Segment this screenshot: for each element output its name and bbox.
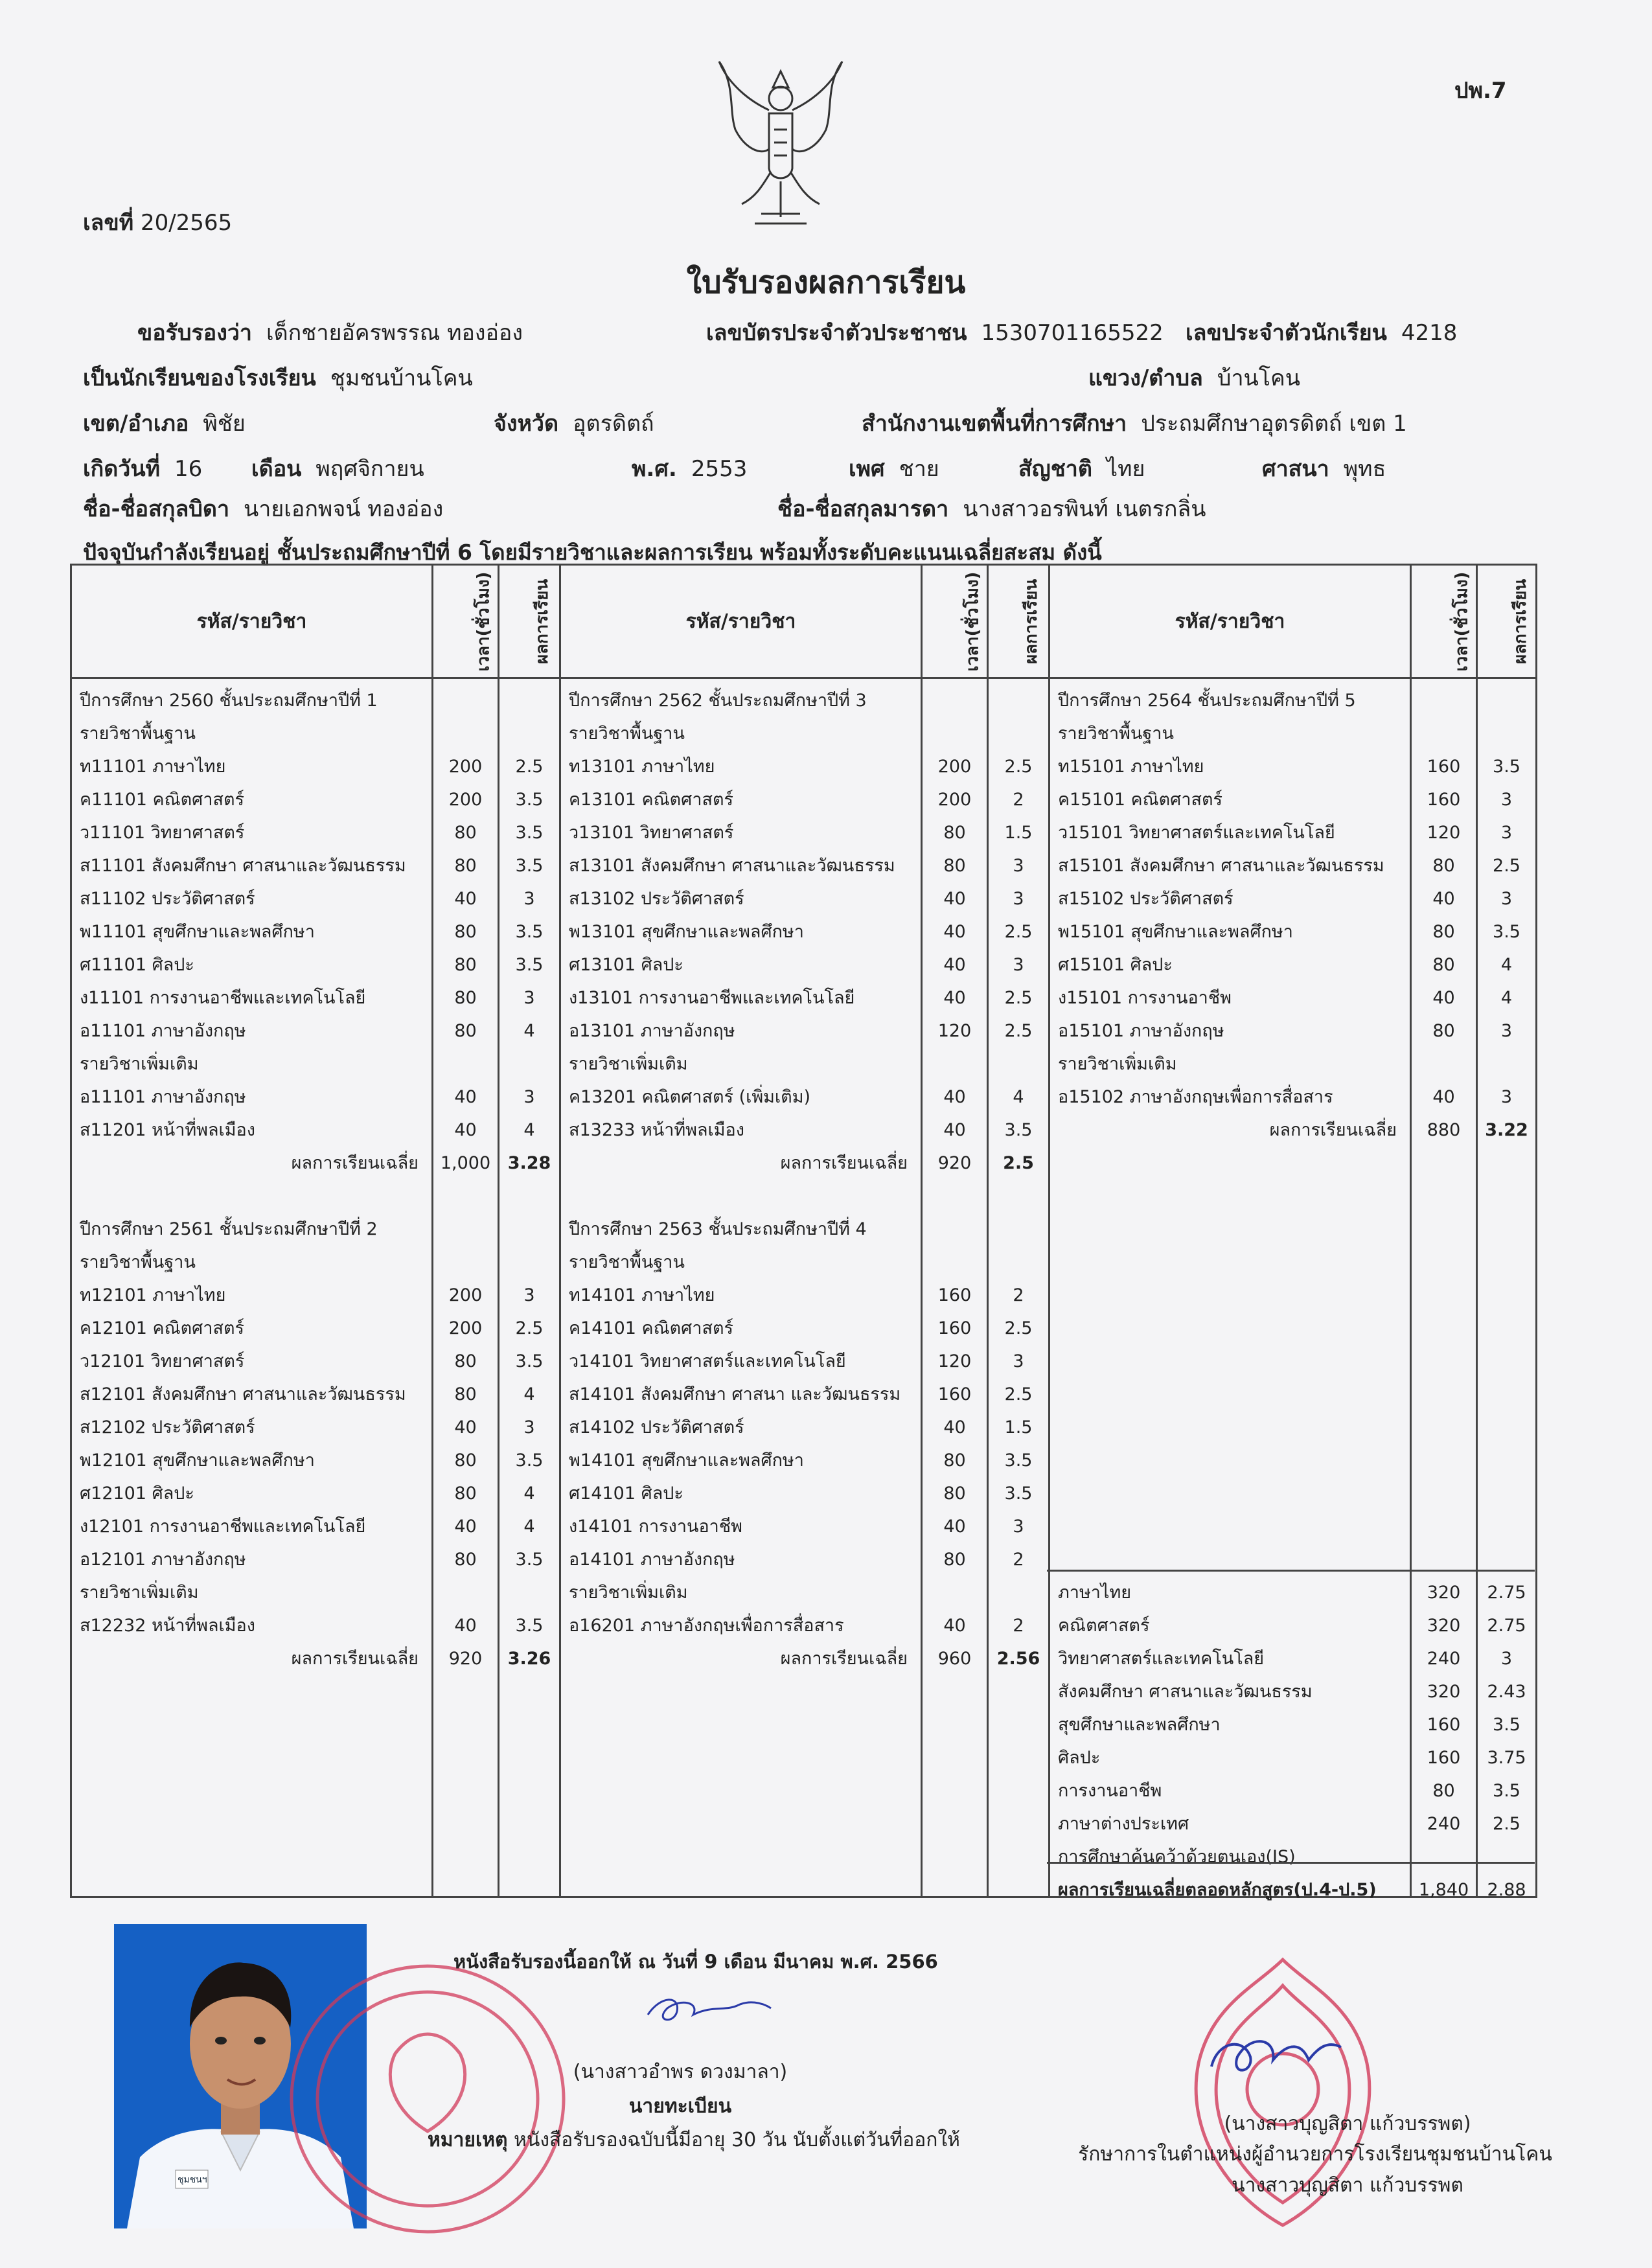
- subject-hours: 200: [448, 1318, 483, 1338]
- subject-hours: 200: [448, 1285, 483, 1305]
- subject-hours: 200: [937, 757, 972, 777]
- overall-average-hours: 1,840: [1418, 1880, 1469, 1900]
- subject-name: พ14101 สุขศึกษาและพลศึกษา: [569, 1450, 804, 1471]
- subject-name: ว14101 วิทยาศาสตร์และเทคโนโลยี: [569, 1351, 846, 1371]
- subject-grade: 3.5: [515, 823, 544, 843]
- subject-grade: 3: [1013, 1517, 1024, 1537]
- year-average-label: ผลการเรียนเฉลี่ย: [1269, 1120, 1397, 1140]
- subject-grade: 3.5: [1004, 1483, 1033, 1504]
- subject-grade: 2: [1013, 1616, 1024, 1636]
- subject-hours: 80: [943, 1550, 966, 1570]
- subject-hours: 160: [1427, 757, 1461, 777]
- subject-hours: 80: [454, 1450, 477, 1471]
- header-hours: เวลา(ชั่วโมง): [922, 565, 988, 678]
- subject-hours: 80: [454, 1021, 477, 1041]
- subject-name: ศ12101 ศิลปะ: [80, 1483, 194, 1504]
- district-row: เขต/อำเภอ พิชัย: [83, 411, 246, 437]
- subject-name: อ15101 ภาษาอังกฤษ: [1058, 1021, 1224, 1041]
- year-average-hours: 960: [937, 1649, 972, 1669]
- summary-subject: การศึกษาค้นคว้าด้วยตนเอง(IS): [1058, 1847, 1296, 1867]
- subject-name: ส11101 สังคมศึกษา ศาสนาและวัฒนธรรม: [80, 856, 406, 876]
- basic-subjects-label: รายวิชาพื้นฐาน: [80, 724, 196, 744]
- document-number: เลขที่ 20/2565: [83, 210, 233, 236]
- header-grade: ผลการเรียน: [988, 565, 1050, 678]
- column-1-grades: [499, 678, 560, 1897]
- year-average-grade: 3.22: [1485, 1120, 1528, 1140]
- subject-grade: 2.5: [1004, 1318, 1033, 1338]
- header-subject: รหัส/รายวิชา: [1050, 565, 1411, 678]
- header-grade: ผลการเรียน: [1477, 565, 1537, 678]
- subject-name: ส12102 ประวัติศาสตร์: [80, 1417, 255, 1438]
- subject-hours: 120: [1427, 823, 1461, 843]
- summary-hours: 160: [1427, 1715, 1461, 1735]
- summary-subject: วิทยาศาสตร์และเทคโนโลยี: [1058, 1649, 1265, 1669]
- subject-grade: 2: [1013, 1550, 1024, 1570]
- subject-hours: 40: [454, 1120, 477, 1140]
- subject-grade: 4: [523, 1120, 535, 1140]
- subject-name: ง11101 การงานอาชีพและเทคโนโลยี: [80, 988, 366, 1008]
- subject-hours: 40: [454, 889, 477, 909]
- subject-name: อ13101 ภาษาอังกฤษ: [569, 1021, 735, 1041]
- summary-hours: 320: [1427, 1616, 1461, 1636]
- director-seal-stamp-icon: [1147, 1947, 1419, 2251]
- summary-grade: 3.5: [1493, 1781, 1520, 1801]
- year-average-hours: 920: [448, 1649, 483, 1669]
- sex-row: เพศ ชาย: [849, 456, 939, 482]
- subject-hours: 40: [943, 1616, 966, 1636]
- summary-hours: 240: [1427, 1649, 1461, 1669]
- subject-grade: 4: [1500, 955, 1513, 975]
- subject-grade: 2.5: [1004, 1021, 1033, 1041]
- summary-subject: ภาษาต่างประเทศ: [1058, 1814, 1189, 1834]
- summary-hours: 320: [1427, 1583, 1461, 1603]
- summary-hours: 80: [1432, 1781, 1455, 1801]
- province-row: จังหวัด อุตรดิตถ์: [494, 411, 654, 437]
- subject-hours: 40: [943, 955, 966, 975]
- registrar-signature-icon: [641, 1989, 777, 2028]
- subject-name: ศ15101 ศิลปะ: [1058, 955, 1173, 975]
- subject-grade: 4: [1500, 988, 1513, 1008]
- subject-grade: 3: [523, 889, 535, 909]
- subject-hours: 80: [1432, 1021, 1455, 1041]
- subject-grade: 3.5: [515, 922, 544, 942]
- birth-year-row: พ.ศ. 2553: [632, 456, 748, 482]
- subject-grade: 3: [1013, 856, 1024, 876]
- birth-month-row: เดือน พฤศจิกายน: [251, 456, 424, 482]
- subject-hours: 80: [454, 1483, 477, 1504]
- subject-name: พ15101 สุขศึกษาและพลศึกษา: [1058, 922, 1293, 942]
- subject-hours: 80: [454, 1351, 477, 1371]
- year-title: ปีการศึกษา 2564 ชั้นประถมศึกษาปีที่ 5: [1058, 691, 1356, 711]
- subject-grade: 4: [1013, 1087, 1024, 1107]
- note-text: หมายเหตุ หนังสือรับรองฉบับนี้มีอายุ 30 วัน นับตั้งแต่วันที่ออกให้: [428, 2129, 960, 2151]
- subject-grade: 2.5: [515, 757, 544, 777]
- subject-name: พ13101 สุขศึกษาและพลศึกษา: [569, 922, 804, 942]
- subject-hours: 160: [1427, 790, 1461, 810]
- summary-hours: 320: [1427, 1682, 1461, 1702]
- year-title: ปีการศึกษา 2560 ชั้นประถมศึกษาปีที่ 1: [80, 691, 378, 711]
- mother-row: ชื่อ-ชื่อสกุลมารดา นางสาวอรพินท์ เนตรกลิ่น: [777, 496, 1206, 522]
- year-average-grade: 2.56: [996, 1649, 1040, 1669]
- subject-hours: 40: [943, 889, 966, 909]
- year-average-hours: 920: [937, 1153, 972, 1173]
- year-average-label: ผลการเรียนเฉลี่ย: [780, 1153, 908, 1173]
- subject-hours: 80: [454, 1384, 477, 1404]
- extra-subjects-label: รายวิชาเพิ่มเติม: [80, 1054, 199, 1074]
- subject-grade: 3: [1013, 1351, 1024, 1371]
- header-subject: รหัส/รายวิชา: [71, 565, 433, 678]
- subject-name: อ15102 ภาษาอังกฤษเพื่อการสื่อสาร: [1058, 1087, 1333, 1107]
- header-subject: รหัส/รายวิชา: [560, 565, 922, 678]
- year-average-label: ผลการเรียนเฉลี่ย: [291, 1153, 419, 1173]
- subject-hours: 80: [1432, 922, 1455, 942]
- year-average-label: ผลการเรียนเฉลี่ย: [780, 1649, 908, 1669]
- subject-hours: 200: [448, 790, 483, 810]
- column-3-grades: [1477, 678, 1537, 1900]
- subject-grade: 2.5: [1004, 757, 1033, 777]
- subject-name: ส11201 หน้าที่พลเมือง: [80, 1120, 255, 1140]
- subject-hours: 80: [454, 856, 477, 876]
- subject-name: ส12101 สังคมศึกษา ศาสนาและวัฒนธรรม: [80, 1384, 406, 1404]
- document-code: ปพ.7: [1454, 78, 1507, 104]
- year-title: ปีการศึกษา 2563 ชั้นประถมศึกษาปีที่ 4: [569, 1219, 867, 1239]
- year-average-grade: 2.5: [1003, 1153, 1034, 1173]
- subject-hours: 80: [454, 922, 477, 942]
- subject-name: ค13201 คณิตศาสตร์ (เพิ่มเติม): [569, 1087, 811, 1107]
- subject-name: ว15101 วิทยาศาสตร์และเทคโนโลยี: [1058, 823, 1335, 843]
- summary-subject: สังคมศึกษา ศาสนาและวัฒนธรรม: [1058, 1682, 1313, 1702]
- subject-hours: 80: [454, 1550, 477, 1570]
- grades-table: [70, 564, 1537, 1898]
- year-title: ปีการศึกษา 2562 ชั้นประถมศึกษาปีที่ 3: [569, 691, 867, 711]
- subject-name: ส15101 สังคมศึกษา ศาสนาและวัฒนธรรม: [1058, 856, 1384, 876]
- subject-name: ท11101 ภาษาไทย: [80, 757, 226, 777]
- subject-name: ท13101 ภาษาไทย: [569, 757, 715, 777]
- column-3-hours: [1411, 678, 1477, 1900]
- subject-name: ส15102 ประวัติศาสตร์: [1058, 889, 1233, 909]
- subject-name: อ14101 ภาษาอังกฤษ: [569, 1550, 735, 1570]
- subject-hours: 160: [937, 1384, 972, 1404]
- student-name-row: ขอรับรองว่า เด็กชายอัครพรรณ ทองอ่อง: [137, 320, 523, 346]
- subject-name: ส11102 ประวัติศาสตร์: [80, 889, 255, 909]
- subject-name: ส14102 ประวัติศาสตร์: [569, 1417, 744, 1438]
- subject-grade: 3: [1013, 955, 1024, 975]
- subject-grade: 2.5: [515, 1318, 544, 1338]
- subject-hours: 120: [937, 1351, 972, 1371]
- subject-grade: 3: [1500, 889, 1513, 909]
- subject-grade: 2.5: [1004, 1384, 1033, 1404]
- school-seal-stamp-icon: [266, 1937, 590, 2248]
- year-average-hours: 880: [1427, 1120, 1461, 1140]
- year-title: ปีการศึกษา 2561 ชั้นประถมศึกษาปีที่ 2: [80, 1219, 378, 1239]
- subject-grade: 3: [1013, 889, 1024, 909]
- subject-hours: 40: [1432, 988, 1455, 1008]
- year-average-hours: 1,000: [440, 1153, 491, 1173]
- subject-grade: 3.5: [1004, 1450, 1033, 1471]
- subject-grade: 3.5: [515, 1616, 544, 1636]
- subject-hours: 80: [943, 823, 966, 843]
- subject-grade: 3.5: [1004, 1120, 1033, 1140]
- subject-name: ศ14101 ศิลปะ: [569, 1483, 683, 1504]
- table-body-row: [71, 678, 1537, 1897]
- issued-date-text: หนังสือรับรองนี้ออกให้ ณ วันที่ 9 เดือน มีนาคม พ.ศ. 2566: [453, 1951, 938, 1973]
- subject-grade: 4: [523, 1483, 535, 1504]
- subject-name: อ11101 ภาษาอังกฤษ: [80, 1021, 246, 1041]
- subject-grade: 1.5: [1004, 1417, 1033, 1438]
- subject-grade: 2.5: [1004, 988, 1033, 1008]
- extra-subjects-label: รายวิชาเพิ่มเติม: [569, 1054, 688, 1074]
- subject-name: ว11101 วิทยาศาสตร์: [80, 823, 245, 843]
- current-status-statement: ปัจจุบันกำลังเรียนอยู่ ชั้นประถมศึกษาปีที่ 6 โดยมีรายวิชาและผลการเรียน พร้อมทั้งระดับคะแนนเฉลี่ยสะสม ดังนี้: [83, 540, 1102, 565]
- summary-subject: คณิตศาสตร์: [1058, 1616, 1150, 1636]
- summary-hours: [1412, 1840, 1476, 1873]
- subject-hours: 80: [454, 823, 477, 843]
- basic-subjects-label: รายวิชาพื้นฐาน: [80, 1252, 196, 1272]
- year-average-label: ผลการเรียนเฉลี่ย: [291, 1649, 419, 1669]
- subject-hours: 200: [448, 757, 483, 777]
- overall-average-grade: 2.88: [1487, 1880, 1526, 1900]
- subject-name: ส13101 สังคมศึกษา ศาสนาและวัฒนธรรม: [569, 856, 895, 876]
- subject-hours: 40: [1432, 889, 1455, 909]
- subject-grade: 2.5: [1004, 922, 1033, 942]
- subject-grade: 1.5: [1004, 823, 1033, 843]
- subject-grade: 3.5: [515, 1550, 544, 1570]
- father-row: ชื่อ-ชื่อสกุลบิดา นายเอกพจน์ ทองอ่อง: [83, 496, 444, 522]
- column-2-hours: [922, 678, 988, 1897]
- column-1-hours: [433, 678, 499, 1897]
- subject-name: ส13102 ประวัติศาสตร์: [569, 889, 744, 909]
- photo-badge: ชุมชนฯ: [178, 2175, 207, 2185]
- summary-subject: สุขศึกษาและพลศึกษา: [1058, 1715, 1221, 1735]
- director-signature-icon: [1205, 2028, 1348, 2086]
- subject-hours: 80: [454, 955, 477, 975]
- subject-hours: 40: [943, 1417, 966, 1438]
- subject-name: พ12101 สุขศึกษาและพลศึกษา: [80, 1450, 315, 1471]
- subject-name: พ11101 สุขศึกษาและพลศึกษา: [80, 922, 315, 942]
- subject-name: ว13101 วิทยาศาสตร์: [569, 823, 734, 843]
- extra-subjects-label: รายวิชาเพิ่มเติม: [80, 1583, 199, 1603]
- subject-name: อ12101 ภาษาอังกฤษ: [80, 1550, 246, 1570]
- summary-subject: ศิลปะ: [1058, 1748, 1101, 1768]
- subject-hours: 40: [943, 1120, 966, 1140]
- extra-subjects-label: รายวิชาเพิ่มเติม: [1058, 1054, 1177, 1074]
- column-1-subjects: [71, 678, 433, 1897]
- subject-grade: 3.5: [515, 1450, 544, 1471]
- subject-grade: 4: [523, 1384, 535, 1404]
- director-position: รักษาการในตำแหน่งผู้อำนวยการโรงเรียนชุมชนบ้านโคน: [1078, 2143, 1552, 2166]
- subject-name: อ11101 ภาษาอังกฤษ: [80, 1087, 246, 1107]
- subject-grade: 3: [523, 1417, 535, 1438]
- summary-grade: 3.75: [1487, 1748, 1526, 1768]
- subject-grade: 2: [1013, 1285, 1024, 1305]
- summary-hours: 160: [1427, 1748, 1461, 1768]
- subject-name: ง14101 การงานอาชีพ: [569, 1517, 742, 1537]
- summary-grade: 3: [1500, 1649, 1513, 1669]
- garuda-emblem-icon: [716, 58, 845, 233]
- year-average-grade: 3.28: [507, 1153, 551, 1173]
- subject-name: ง13101 การงานอาชีพและเทคโนโลยี: [569, 988, 855, 1008]
- subject-name: ว12101 วิทยาศาสตร์: [80, 1351, 245, 1371]
- subject-grade: 3.5: [1493, 757, 1520, 777]
- subject-name: ค15101 คณิตศาสตร์: [1058, 790, 1222, 810]
- school-row: เป็นนักเรียนของโรงเรียน ชุมชนบ้านโคน: [83, 365, 473, 391]
- registrar-name: (นางสาวอำพร ดวงมาลา): [573, 2061, 788, 2083]
- summary-subject: ภาษาไทย: [1058, 1583, 1132, 1603]
- subject-name: ศ13101 ศิลปะ: [569, 955, 683, 975]
- subject-hours: 80: [1432, 955, 1455, 975]
- summary-hours: 240: [1427, 1814, 1461, 1834]
- summary-divider: [1047, 1570, 1535, 1572]
- subject-hours: 200: [937, 790, 972, 810]
- subject-hours: 120: [937, 1021, 972, 1041]
- subject-name: ส13233 หน้าที่พลเมือง: [569, 1120, 744, 1140]
- subject-grade: 3.5: [515, 790, 544, 810]
- subject-grade: 3: [1500, 790, 1513, 810]
- subject-grade: 3: [1500, 823, 1513, 843]
- header-hours: เวลา(ชั่วโมง): [433, 565, 499, 678]
- director-name-2: นางสาวบุญสิตา แก้วบรรพต: [1232, 2174, 1463, 2197]
- education-area-row: สำนักงานเขตพื้นที่การศึกษา ประถมศึกษาอุตรดิตถ์ เขต 1: [862, 411, 1407, 437]
- nationality-row: สัญชาติ ไทย: [1018, 456, 1145, 482]
- citizen-id-row: เลขบัตรประจำตัวประชาชน 1530701165522: [706, 320, 1164, 346]
- subject-grade: 3: [523, 1285, 535, 1305]
- basic-subjects-label: รายวิชาพื้นฐาน: [569, 1252, 685, 1272]
- summary-grade: 2.75: [1487, 1616, 1526, 1636]
- overall-average-label: ผลการเรียนเฉลี่ยตลอดหลักสูตร(ป.4-ป.5): [1058, 1880, 1377, 1900]
- subject-hours: 40: [454, 1616, 477, 1636]
- column-3-subjects: [1050, 678, 1411, 1900]
- subject-grade: 3.5: [515, 1351, 544, 1371]
- column-2-grades: [988, 678, 1050, 1897]
- subject-hours: 40: [454, 1517, 477, 1537]
- page-title: ใบรับรองผลการเรียน: [686, 264, 966, 301]
- subject-hours: 160: [937, 1318, 972, 1338]
- summary-grade: 2.75: [1487, 1583, 1526, 1603]
- subject-hours: 40: [454, 1087, 477, 1107]
- header-hours: เวลา(ชั่วโมง): [1411, 565, 1477, 678]
- header-grade: ผลการเรียน: [499, 565, 560, 678]
- subject-hours: 40: [1432, 1087, 1455, 1107]
- registrar-position: นายทะเบียน: [628, 2095, 732, 2118]
- subject-hours: 80: [943, 856, 966, 876]
- subject-name: ท15101 ภาษาไทย: [1058, 757, 1204, 777]
- subject-grade: 2.5: [1493, 856, 1520, 876]
- subject-hours: 80: [943, 1450, 966, 1471]
- subject-grade: 4: [523, 1517, 535, 1537]
- basic-subjects-label: รายวิชาพื้นฐาน: [569, 724, 685, 744]
- extra-subjects-label: รายวิชาเพิ่มเติม: [569, 1583, 688, 1603]
- subject-name: ค12101 คณิตศาสตร์: [80, 1318, 244, 1338]
- subject-hours: 80: [454, 988, 477, 1008]
- subject-hours: 40: [943, 922, 966, 942]
- subject-grade: 3: [1500, 1087, 1513, 1107]
- subject-name: ค14101 คณิตศาสตร์: [569, 1318, 733, 1338]
- subject-name: ศ11101 ศิลปะ: [80, 955, 194, 975]
- subject-name: ส14101 สังคมศึกษา ศาสนา และวัฒนธรรม: [569, 1384, 901, 1404]
- subject-name: ค11101 คณิตศาสตร์: [80, 790, 244, 810]
- subject-name: ท12101 ภาษาไทย: [80, 1285, 226, 1305]
- subject-grade: 3: [1500, 1021, 1513, 1041]
- subject-grade: 4: [523, 1021, 535, 1041]
- subject-name: ง15101 การงานอาชีพ: [1058, 988, 1232, 1008]
- subject-grade: 3.5: [515, 856, 544, 876]
- subject-hours: 40: [943, 1517, 966, 1537]
- summary-grade: 2.5: [1493, 1814, 1520, 1834]
- subject-name: อ16201 ภาษาอังกฤษเพื่อการสื่อสาร: [569, 1616, 844, 1636]
- summary-grade: 2.43: [1487, 1682, 1526, 1702]
- subject-name: ส12232 หน้าที่พลเมือง: [80, 1616, 255, 1636]
- subject-grade: 3.5: [515, 955, 544, 975]
- table-header-row: [71, 565, 1537, 678]
- subject-grade: 3: [523, 988, 535, 1008]
- birth-day-row: เกิดวันที่ 16: [83, 456, 203, 482]
- subject-hours: 80: [943, 1483, 966, 1504]
- subdistrict-row: แขวง/ตำบล บ้านโคน: [1088, 365, 1301, 391]
- subject-name: ท14101 ภาษาไทย: [569, 1285, 715, 1305]
- summary-grade: [1478, 1840, 1535, 1873]
- column-2-subjects: [560, 678, 922, 1897]
- summary-subject: การงานอาชีพ: [1058, 1781, 1162, 1801]
- subject-hours: 40: [943, 1087, 966, 1107]
- summary-grade: 3.5: [1493, 1715, 1520, 1735]
- subject-name: ค13101 คณิตศาสตร์: [569, 790, 733, 810]
- subject-hours: 40: [943, 988, 966, 1008]
- subject-hours: 80: [1432, 856, 1455, 876]
- basic-subjects-label: รายวิชาพื้นฐาน: [1058, 724, 1174, 744]
- director-name: (นางสาวบุญสิตา แก้วบรรพต): [1224, 2113, 1471, 2135]
- subject-hours: 40: [454, 1417, 477, 1438]
- student-id-row: เลขประจำตัวนักเรียน 4218: [1186, 320, 1458, 346]
- overall-divider: [1047, 1862, 1535, 1864]
- subject-hours: 160: [937, 1285, 972, 1305]
- subject-grade: 3: [523, 1087, 535, 1107]
- year-average-grade: 3.26: [507, 1649, 551, 1669]
- subject-grade: 2: [1013, 790, 1024, 810]
- subject-grade: 3.5: [1493, 922, 1520, 942]
- subject-name: ง12101 การงานอาชีพและเทคโนโลยี: [80, 1517, 366, 1537]
- religion-row: ศาสนา พุทธ: [1262, 456, 1386, 482]
